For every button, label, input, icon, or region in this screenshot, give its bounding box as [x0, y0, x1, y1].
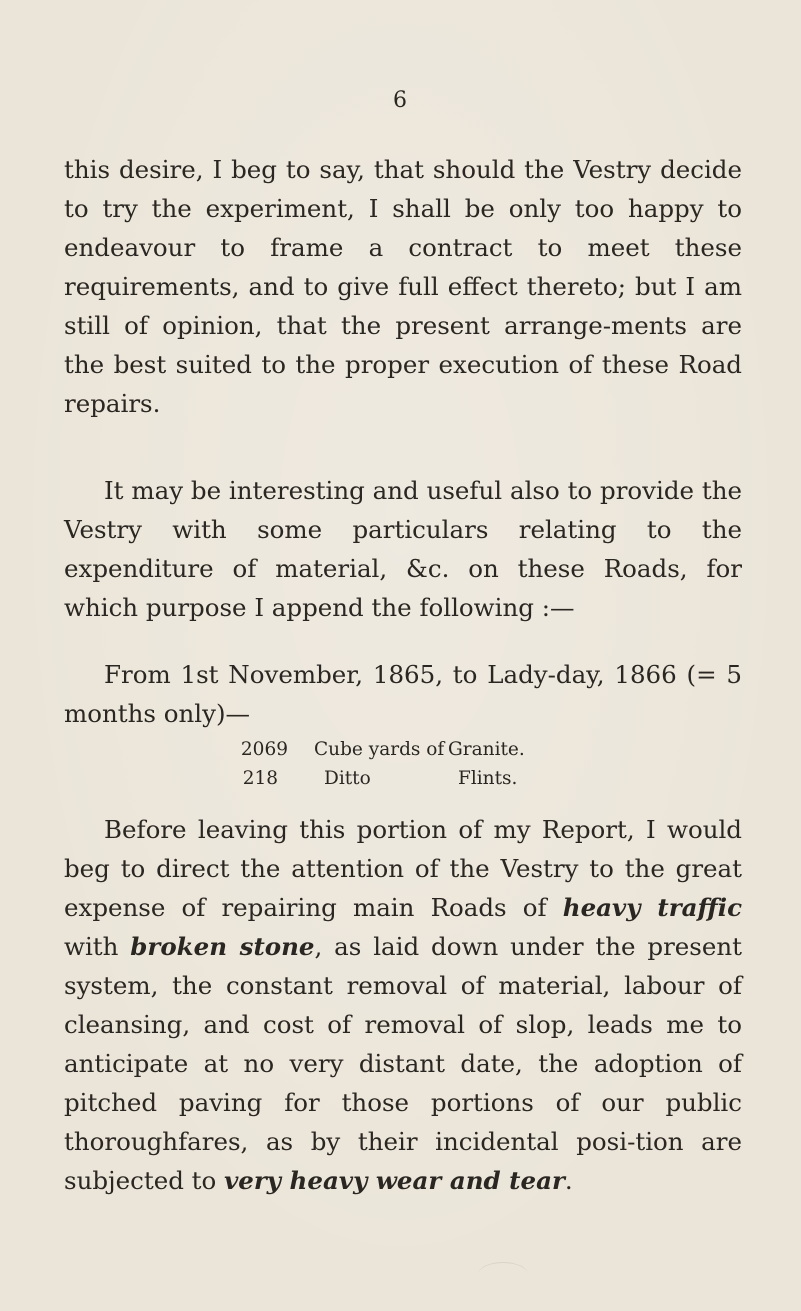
paragraph-particulars	[64, 471, 742, 627]
paragraph-text: , as laid down under the present system, the constant removal of material, labour of cleansing, and cost of removal of slop, leads me to anticipate at no very distant date, the adoption of pitched paving for those portions of our public thoroughfares, as by their incidental posi-tion are subjected to	[64, 932, 742, 1195]
paper-mark	[478, 1262, 528, 1287]
table-cell-material: Flints.	[458, 768, 518, 789]
emphasis-text: heavy traffic	[562, 893, 742, 922]
paragraph-text: Before leaving this portion of my Report, I would beg to direct the attention of the Vestry to the great expense of repairing main Roads of	[64, 815, 742, 922]
emphasis-text: very heavy wear and tear	[224, 1166, 565, 1195]
paragraph-date-range-text: From 1st November, 1865, to Lady-day, 1866 (= 5 months only)—	[64, 660, 742, 728]
table-cell-quantity: 218	[242, 768, 278, 789]
paragraph-particulars-text: It may be interesting and useful also to provide the Vestry with some particulars relating to the expenditure of material, &c. on these Roads, for which purpose I append the following :—	[64, 476, 742, 622]
page-number: 6	[393, 88, 408, 113]
material-table	[0, 735, 801, 793]
paragraph-text: with	[64, 932, 131, 961]
table-cell-material: Granite.	[448, 739, 525, 760]
paragraph-continuation: this desire, I beg to say, that should the Vestry decide to try the experiment, I shall be only too happy to endeavour to frame a contract to meet these requirements, and to give full effect thereto; but I am still of opinion, that the present arrange-ments are the best suited to the proper execution of these Road repairs.	[64, 155, 742, 418]
paragraph-report-conclusion	[64, 810, 742, 1200]
table-row	[0, 735, 801, 764]
table-cell-unit: Cube yards of	[314, 739, 445, 760]
table-cell-quantity: 2069	[240, 739, 288, 760]
paragraph-date-range	[64, 655, 742, 733]
emphasis-text: broken stone	[130, 932, 315, 961]
paragraph-text: .	[564, 1166, 573, 1195]
table-row	[0, 764, 801, 793]
table-cell-unit: Ditto	[324, 768, 371, 789]
